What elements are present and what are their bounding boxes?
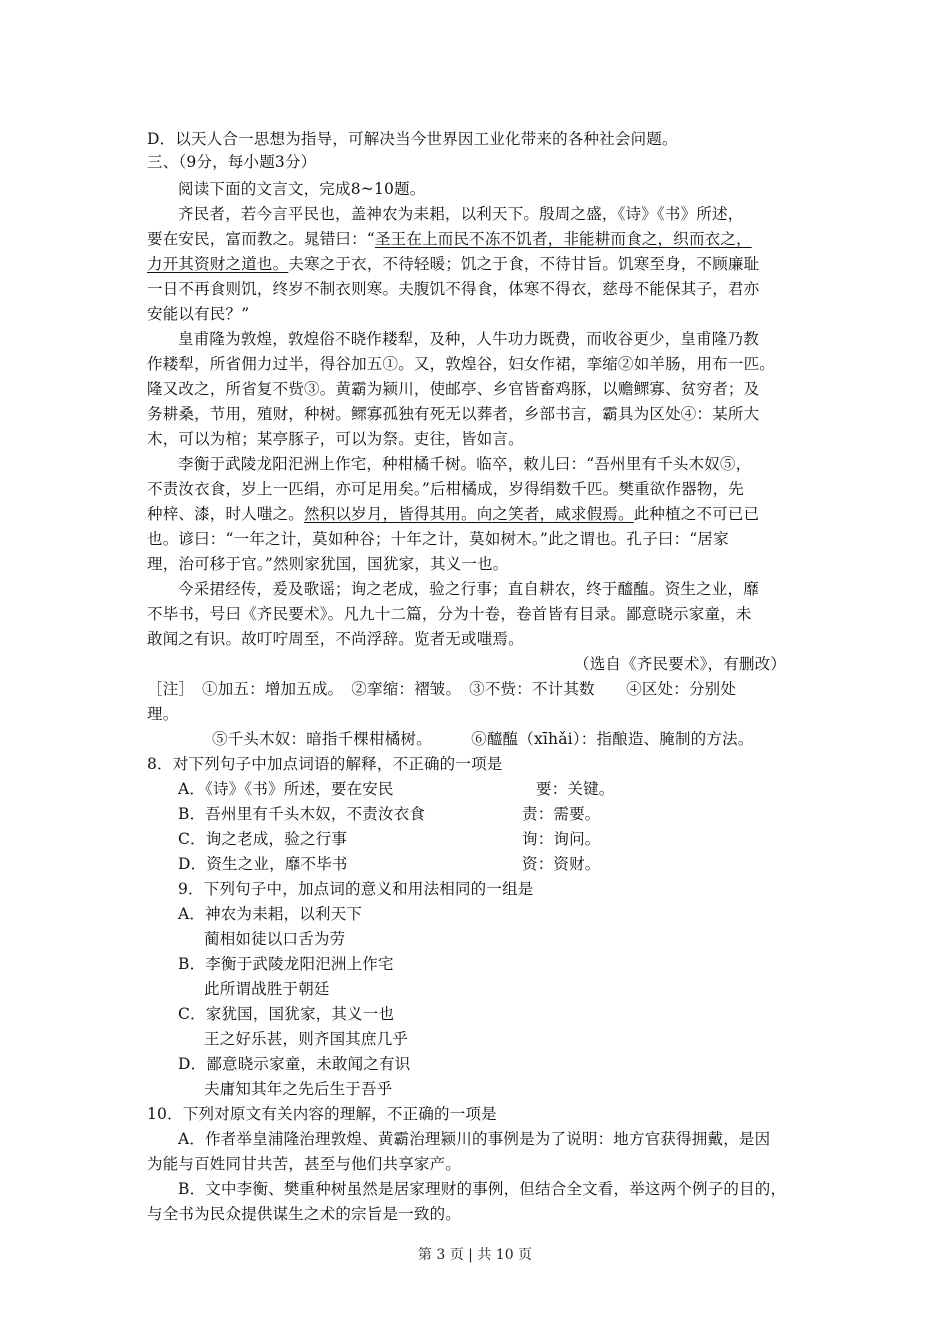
q10-option-a: A．作者举皇浦隆治理敦煌、黄霸治理颍川的事例是为了说明：地方官获得拥戴，是因 — [178, 1130, 771, 1148]
text-span: 此种植之不可已已 — [633, 505, 760, 523]
q8-gloss-a: 要：关键。 — [536, 780, 615, 798]
question-9: 9．下列句子中，加点词的意义和用法相同的一组是 — [178, 880, 534, 898]
q8-option-c: C．询之老成，验之行事 — [178, 830, 348, 848]
q9-option-a-pair: 蔺相如徒以口舌为劳 — [204, 930, 346, 948]
q9-option-d-pair: 夫庸知其年之先后生于吾乎 — [204, 1080, 393, 1098]
q10-option-b-cont: 与全书为民众提供谋生之术的宗旨是一致的。 — [147, 1205, 462, 1223]
passage-p1-line — [147, 228, 752, 250]
passage-p2-line: 作耧犁，所省佣力过半，得谷加五①。又，敦煌谷，妇女作裙，挛缩②如羊肠，用布一匹。 — [147, 355, 776, 373]
underlined-sentence: 力开其资财之道也。 — [147, 255, 289, 273]
text-span: 夫寒之于衣，不待轻暖；饥之于食，不待甘旨。饥寒至身，不顾廉耻 — [288, 255, 760, 273]
q10-option-a-cont: 为能与百姓同甘共苦，甚至与他们共享家产。 — [147, 1155, 462, 1173]
passage-p1-line: 安能以有民？” — [147, 305, 250, 323]
q8-gloss-b: 责：需要。 — [522, 805, 601, 823]
passage-p1-line: 一日不再食则饥，终岁不制衣则寒。夫腹饥不得食，体寒不得衣，慈母不能保其子，君亦 — [147, 280, 760, 298]
q9-option-a: A．神农为耒耜，以利天下 — [178, 905, 363, 923]
page-footer: 第 3 页 | 共 10 页 — [417, 1247, 533, 1263]
text-span: 种梓、漆，时人嗤之。 — [147, 505, 305, 523]
q10-option-b: B．文中李衡、樊重种树虽然是居家理财的事例，但结合全文看，举这两个例子的目的， — [178, 1180, 787, 1198]
q9-option-c: C．家犹国，国犹家，其义一也 — [178, 1005, 395, 1023]
passage-p2-line: 隆又改之，所省复不赀③。黄霸为颍川，使邮亭、乡官皆畜鸡豚，以赡鳏寡、贫穷者；及 — [147, 380, 760, 398]
passage-p3-line — [147, 503, 759, 525]
q8-option-a: A．《诗》《书》所述，要在安民 — [178, 780, 394, 798]
passage-p3-line: 不责汝衣食，岁上一匹绢，亦可足用矣。”后柑橘成，岁得绢数千匹。樊重欲作器物，先 — [147, 480, 744, 498]
q8-option-d: D．资生之业，靡不毕书 — [178, 855, 348, 873]
passage-p4-line: 敢闻之有识。故叮咛周至，不尚浮辞。览者无或嗤焉。 — [147, 630, 524, 648]
question-8: 8．对下列句子中加点词语的解释，不正确的一项是 — [147, 755, 503, 773]
section-heading: 三、（9分，每小题3分） — [147, 153, 317, 171]
option-d-line: D．以天人合一思想为指导，可解决当今世界因工业化带来的各种社会问题。 — [147, 130, 678, 148]
passage-p4-line: 不毕书，号曰《齐民要术》。凡九十二篇，分为十卷，卷首皆有目录。鄙意晓示家童，未 — [147, 605, 752, 623]
instruction: 阅读下面的文言文，完成8~10题。 — [178, 180, 426, 198]
q9-option-b: B．李衡于武陵龙阳汜洲上作宅 — [178, 955, 394, 973]
q9-option-d: D．鄙意晓示家童，未敢闻之有识 — [178, 1055, 411, 1073]
q8-gloss-d: 资：资财。 — [522, 855, 601, 873]
source-citation: （选自《齐民要术》，有删改） — [574, 655, 787, 673]
passage-p2-line: 皇甫隆为敦煌，敦煌俗不晓作耧犁，及种，人牛功力既费，而收谷更少，皇甫隆乃教 — [178, 330, 759, 348]
underlined-sentence: 然积以岁月，皆得其用。向之笑者，咸求假焉。 — [304, 505, 634, 523]
passage-p3-line: 理，治可移于官。”然则家犹国，国犹家，其义一也。 — [147, 555, 509, 573]
text-span: 要在安民，富而教之。晁错曰：“ — [147, 230, 375, 248]
q9-option-c-pair: 王之好乐甚，则齐国其庶几乎 — [204, 1030, 409, 1048]
question-10: 10．下列对原文有关内容的理解，不正确的一项是 — [147, 1105, 497, 1123]
notes-line: 理。 — [147, 705, 179, 723]
passage-p3-line: 李衡于武陵龙阳汜洲上作宅，种柑橘千树。临卒，敕儿曰：“吾州里有千头木奴⑤， — [178, 455, 752, 473]
passage-p1-line: 齐民者，若今言平民也，盖神农为耒耜，以利天下。殷周之盛，《诗》《书》所述， — [178, 205, 744, 223]
passage-p4-line: 今采捃经传，爰及歌谣；询之老成，验之行事；直自耕农，终于醯醢。资生之业，靡 — [178, 580, 759, 598]
passage-p1-line — [147, 253, 759, 275]
notes-line: ［注］ ①加五：增加五成。 ②挛缩：褶皱。 ③不赀：不计其数 ④区处：分别处 — [147, 680, 737, 698]
passage-p3-line: 也。谚曰：“一年之计，莫如种谷；十年之计，莫如树木。”此之谓也。孔子曰：“居家 — [147, 530, 729, 548]
q9-option-b-pair: 此所谓战胜于朝廷 — [204, 980, 330, 998]
notes-line: ⑤千头木奴：暗指千棵柑橘树。 ⑥醯醢（xīhǎi）：指酿造、腌制的方法。 — [212, 730, 754, 748]
underlined-sentence: 圣王在上而民不冻不饥者，非能耕而食之，织而衣之， — [374, 230, 752, 248]
q8-option-b: B．吾州里有千头木奴，不责汝衣食 — [178, 805, 426, 823]
passage-p2-line: 务耕桑，节用，殖财，种树。鳏寡孤独有死无以葬者，乡部书言，霸具为区处④：某所大 — [147, 405, 760, 423]
passage-p2-line: 木，可以为棺；某亭豚子，可以为祭。吏往，皆如言。 — [147, 430, 524, 448]
q8-gloss-c: 询：询问。 — [522, 830, 601, 848]
